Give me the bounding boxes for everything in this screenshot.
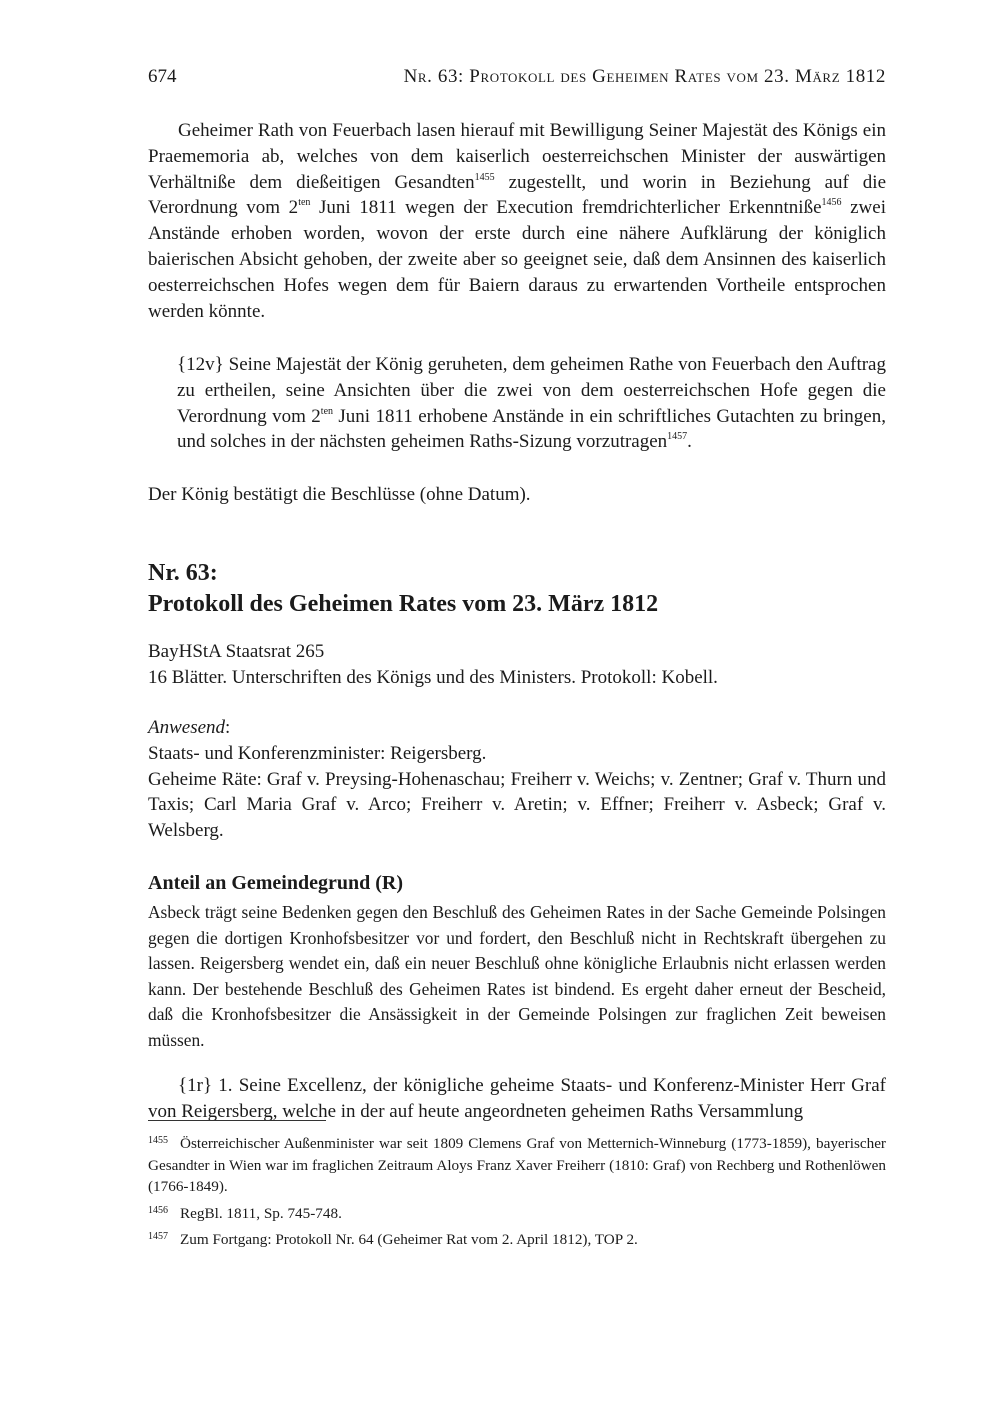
page-number: 674	[148, 66, 177, 87]
source-metadata	[148, 639, 718, 691]
attendance-minister: Staats- und Konferenzminister: Reigersberg.	[148, 742, 487, 764]
footnote-1456	[148, 1200, 886, 1225]
heading-title: Protokoll des Geheimen Rates vom 23. März 1812	[148, 591, 659, 617]
heading-number: Nr. 63:	[148, 560, 218, 586]
footnote-1457	[148, 1226, 886, 1251]
superscript-ten: ten	[298, 197, 311, 209]
section-summary: Asbeck trägt seine Bedenken gegen den Beschluß des Geheimen Rates in der Sache Gemeinde Polsingen gegen die dortigen Kronhofsbesitzer vor und fordert, den Beschluß nicht in Rechtskraft übergehen zu lassen. Reigersberg wendet ein, daß ein neuer Beschluß ohne königliche Erlaubnis nicht erlassen werden kann. Der bestehende Beschluß des Geheimen Rates ist bindend. Es ergeht daher erneut der Bescheid, daß die Kronhofsbesitzer die Ansässigkeit in der Gemeinde Polsingen zur fraglichen Zeit beweisen müssen.	[148, 902, 886, 1050]
text-segment: {12v} Seine Majestät der König geruheten, dem geheimen Rathe von Feuerbach den Auftrag zu ertheilen, seine Ansichten über die zwei von dem oesterreichschen Hofe gegen die Verordnung vom 2	[177, 354, 886, 427]
text-segment: Juni 1811 wegen der Execution fremdrichterlicher Erkenntniße	[310, 197, 822, 219]
paragraph-koenig-auftrag	[177, 352, 886, 455]
text-segment: zwei Anstände erhoben worden, wovon der erste durch eine nähere Aufklärung der königlich baierischen Absicht gehoben, der zweite aber so geeignet seie, daß dem Ansinnen des kaiserlich oesterreichschen Hofes wegen dem für Baiern daraus zu erwartenden Vortheile entsprochen werden könnte.	[148, 197, 886, 322]
footnote-text: Österreichischer Außenminister war seit 1809 Clemens Graf von Metternich-Winneburg (1773-1859), bayerischer Gesandter in Wien war im fraglichen Zeitraum Aloys Franz Xaver Freiherr (1810: Graf) von Rechberg und Rothenlöwen (1766-1849).	[148, 1135, 886, 1195]
footnote-ref-1456[interactable]: 1456	[821, 197, 842, 209]
paragraph-bestaetigung: Der König bestätigt die Beschlüsse (ohne Datum).	[148, 484, 531, 505]
text-segment: .	[687, 431, 692, 453]
continuation-text: {1r} 1. Seine Excellenz, der königliche geheime Staats- und Konferenz-Minister Herr Graf von Reigersberg, welche in der auf heute angeordneten geheimen Raths Versammlung	[148, 1075, 886, 1122]
running-head: Nr. 63: Protokoll des Geheimen Rates vom 23. März 1812	[403, 66, 886, 87]
text-segment: Juni 1811 erhobene Anstände in ein schriftliches Gutachten zu bringen, und solches in der nächsten geheimen Raths-Sizung vorzutragen	[177, 405, 886, 453]
document-heading	[148, 558, 658, 620]
attendance-label: Anwesend	[148, 717, 226, 738]
footnote-number: 1457	[148, 1231, 168, 1242]
footnote-1455	[148, 1130, 886, 1198]
section-title: Anteil an Gemeindegrund (R)	[148, 872, 403, 894]
text-segment: zugestellt, und worin in Beziehung auf die Verordnung vom 2	[148, 171, 887, 219]
superscript-ten: ten	[320, 405, 334, 417]
paragraph-feuerbach-praememoria	[148, 118, 886, 324]
attendance-councillors: Geheime Räte: Graf v. Preysing-Hohenaschau; Freiherr v. Weichs; v. Zentner; Graf v. Thurn und Taxis; Carl Maria Graf v. Arco; Freiherr v. Aretin; v. Effner; Freiherr v. Asbeck; Graf v. Welsberg.	[148, 768, 886, 842]
source-description: 16 Blätter. Unterschriften des Königs und des Ministers. Protokoll: Kobell.	[148, 666, 718, 688]
footnote-ref-1457[interactable]: 1457	[667, 431, 688, 443]
footnote-number: 1455	[148, 1135, 168, 1146]
archive-reference: BayHStA Staatsrat 265	[148, 641, 325, 662]
text-segment: Geheimer Rath von Feuerbach lasen hierauf mit Bewilligung Seiner Majestät des Königs ein Praememoria ab, welches von dem kaiserlich oesterreichschen Minister der auswärtigen Verhältniße dem dießeitigen Gesandten	[148, 120, 886, 193]
footnote-ref-1455[interactable]: 1455	[474, 171, 495, 183]
footnote-text: Zum Fortgang: Protokoll Nr. 64 (Geheimer Rat vom 2. April 1812), TOP 2.	[180, 1231, 638, 1248]
attendance-list	[148, 715, 886, 844]
footnote-divider	[148, 1120, 326, 1121]
footnote-number: 1456	[148, 1205, 168, 1216]
footnote-text: RegBl. 1811, Sp. 745-748.	[180, 1205, 342, 1222]
attendance-colon: :	[225, 717, 231, 738]
